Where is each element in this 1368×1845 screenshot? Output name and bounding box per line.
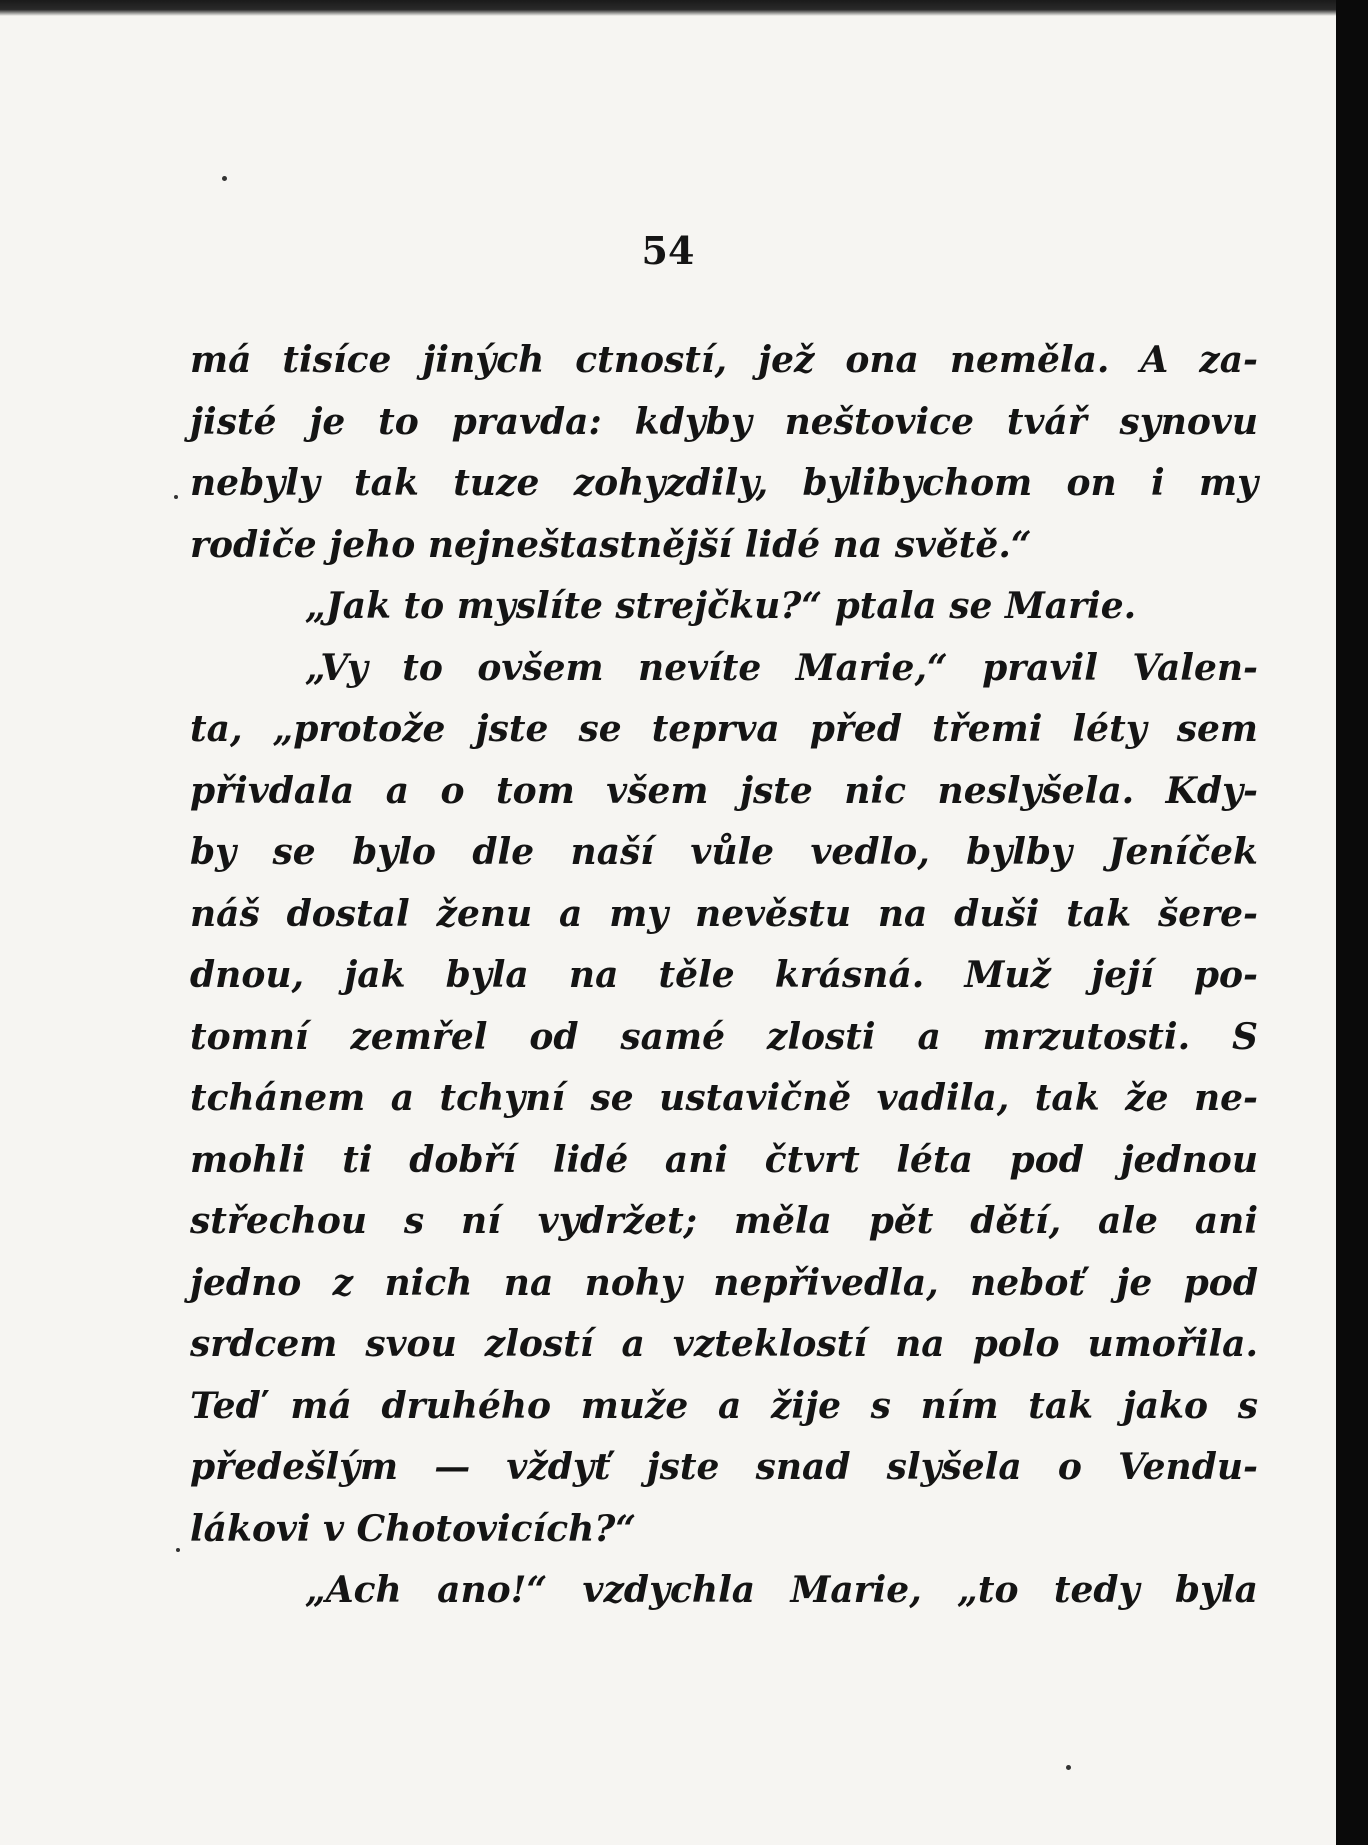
text-line: Teď má druhého muže a žije s ním tak jako s: [190, 1384, 1258, 1427]
page-top-edge: [0, 0, 1368, 16]
text-line: střechou s ní vydržet; měla pět dětí, ale ani: [190, 1200, 1258, 1242]
text-line: lákovi v Chotovicích?“: [190, 1507, 637, 1550]
body-text: [190, 330, 1258, 1622]
text-line: mohli ti dobří lidé ani čtvrt léta pod jednou: [190, 1138, 1258, 1181]
text-line: tchánem a tchyní se ustavičně vadila, tak že ne-: [190, 1077, 1258, 1119]
text-line: má tisíce jiných ctností, jež ona neměla. A za-: [190, 339, 1258, 381]
text-line: rodiče jeho nejneštastnější lidé na světě.“: [190, 523, 1032, 566]
speck: [1066, 1765, 1071, 1770]
text-line: jedno z nich na nohy nepřivedla, neboť je pod: [190, 1261, 1258, 1304]
page-right-edge: [1336, 0, 1368, 1845]
text-line: náš dostal ženu a my nevěstu na duši tak šere-: [190, 892, 1258, 935]
text-line: dnou, jak byla na těle krásná. Muž její po-: [190, 954, 1258, 996]
text-line: přivdala a o tom všem jste nic neslyšela. Kdy-: [190, 769, 1258, 812]
text-line: „Ach ano!“ vzdychla Marie, „to tedy byla: [305, 1569, 1258, 1611]
text-line: předešlým — vždyť jste snad slyšela o Vendu-: [190, 1446, 1258, 1488]
text-line: srdcem svou zlostí a vzteklostí na polo umořila.: [190, 1323, 1258, 1365]
text-line: „Jak to myslíte strejčku?“ ptala se Marie.: [305, 585, 1137, 627]
speck: [176, 1548, 180, 1552]
text-line: nebyly tak tuze zohyzdily, bylibychom on i my: [190, 462, 1258, 504]
text-line: tomní zemřel od samé zlosti a mrzutosti. S: [190, 1015, 1258, 1058]
page-number: 54: [641, 228, 695, 273]
text-line: by se bylo dle naší vůle vedlo, bylby Jeníček: [190, 831, 1258, 873]
text-line: jisté je to pravda: kdyby neštovice tvář synovu: [190, 400, 1258, 443]
text-line: „Vy to ovšem nevíte Marie,“ pravil Valen-: [305, 646, 1258, 689]
speck: [174, 495, 178, 499]
text-line: ta, „protože jste se teprva před třemi léty sem: [190, 708, 1258, 750]
speck: [222, 176, 227, 181]
